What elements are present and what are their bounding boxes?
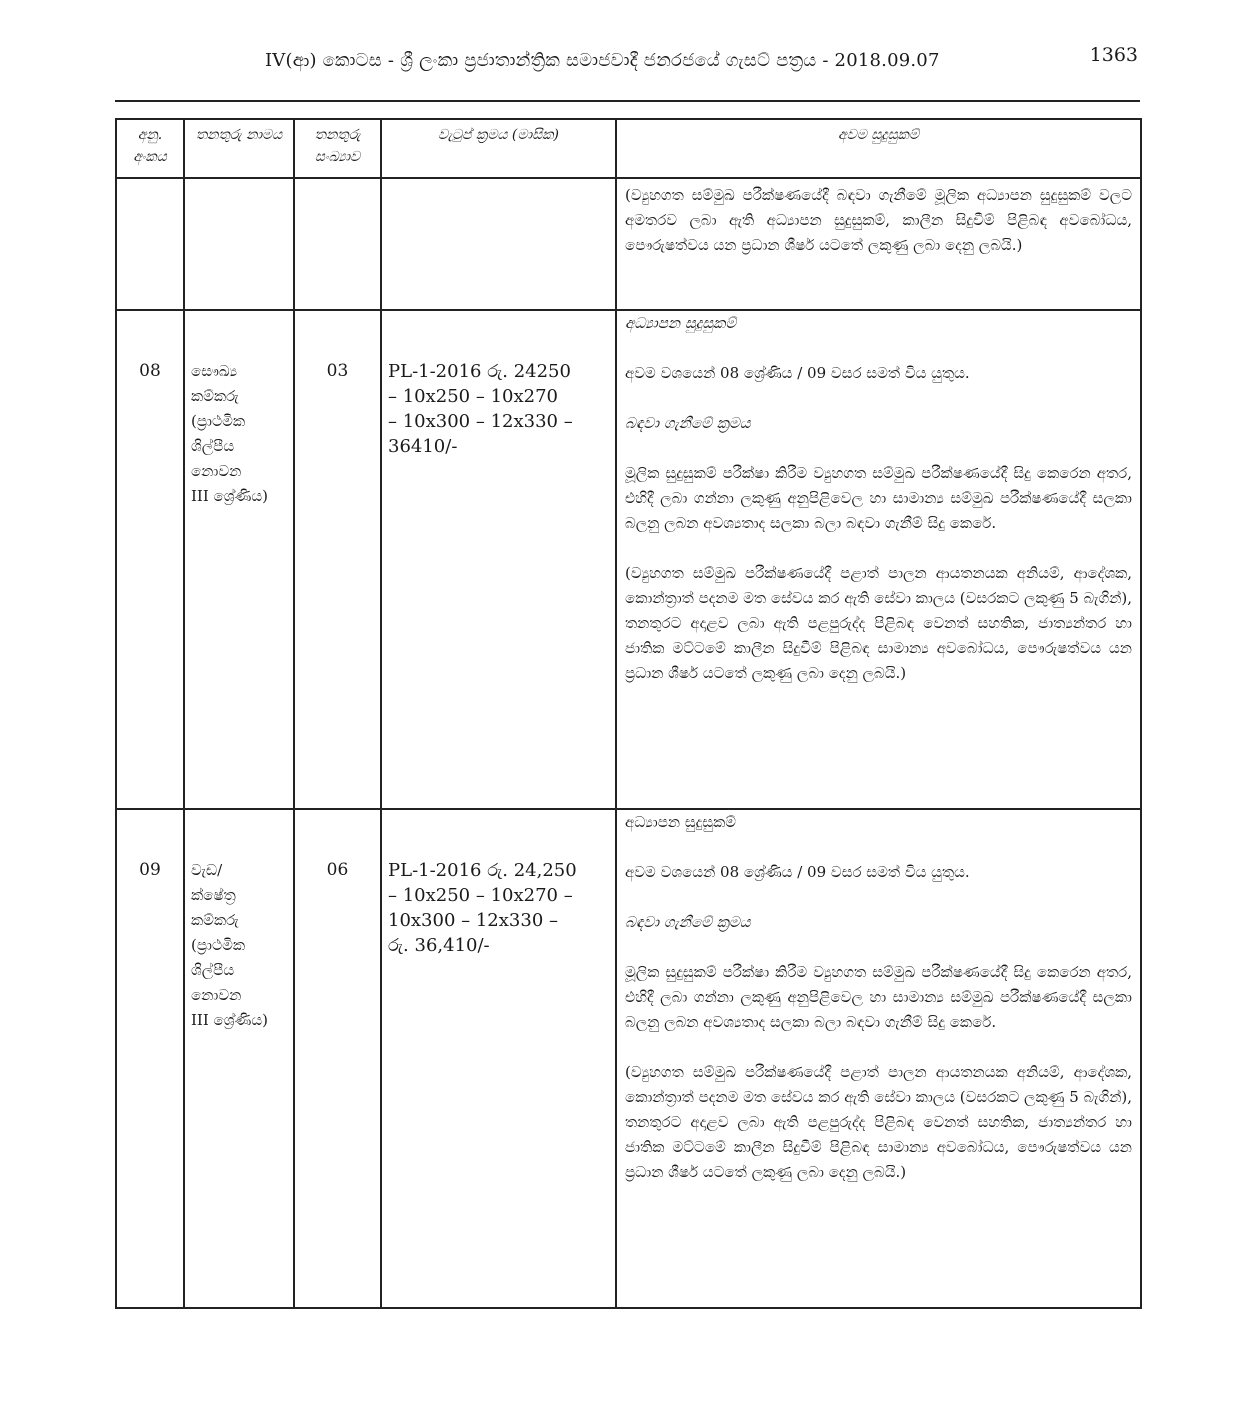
heading-education: අධ්‍යාපන සුදුසුකම්: [625, 314, 737, 332]
post-count: 03: [326, 361, 349, 381]
education-requirement: අවම වශයෙන් 08 ශ්‍රේණිය / 09 වසර සමත් විය යුතුය.: [625, 863, 970, 881]
salary-scale: PL-1-2016 රු. 24,250 – 10x250 – 10x270 – 10x300 – 12x330 – රු. 36,410/-: [388, 860, 577, 956]
table-header-row: [116, 119, 1141, 178]
post-name: සෞඛ්‍ය කම්කරු (ප්‍රාථමික ශිල්පීය නොවන III ශ්‍රේණිය): [191, 362, 268, 505]
gazette-title: IV(ආ) කොටස - ශ්‍රී ලංකා ප්‍රජාතාන්ත්‍රික සමාජවාදී ජනරජයේ ගැසට් පත්‍රය - 2018.09.07: [265, 50, 940, 71]
post-name: වැඩ/ ක්ෂේත්‍ර කම්කරු (ප්‍රාථමික ශිල්පීය නොවන III ශ්‍රේණිය): [191, 861, 268, 1029]
recruitment-method: මූලික සුදුසුකම් පරීක්ෂා කිරීම ව්‍යුහගත සම්මුඛ පරීක්ෂණයේදී සිදු කෙරෙන අතර, එහිදී ලබා ගන්නා ලකුණු අනුපිළිවෙල හා සාමාන්‍ය සම්මුඛ පරීක්ෂණයේදී සලකා බලනු ලබන අවශ්‍යතාද සලකා බලා බඳවා ගැනීම් සිදු කෙරේ.: [625, 464, 1132, 532]
continuation-text: (ව්‍යුහගත සම්මුඛ පරීක්ෂණයේදී බඳවා ගැනීමේ මූලික අධ්‍යාපන සුදුසුකම් වලට අමතරව ලබා ඇති අධ්‍යාපන සුදුසුකම්, කාලීන සිදුවීම් පිළිබඳ අවබෝධය, පෞරුෂත්වය යන ප්‍රධාන ශීර්ෂ යටතේ ලකුණු ලබා දෙනු ලබයි.): [625, 186, 1132, 254]
gazette-header: [115, 38, 1140, 100]
min-qualifications: [623, 810, 1134, 1185]
recruitment-method: මූලික සුදුසුකම් පරීක්ෂා කිරීම ව්‍යුහගත සම්මුඛ පරීක්ෂණයේදී සිදු කෙරෙන අතර, එහිදී ලබා ගන්නා ලකුණු අනුපිළිවෙල හා සාමාන්‍ය සම්මුඛ පරීක්ෂණයේදී සලකා බලනු ලබන අවශ්‍යතාද සලකා බලා බඳවා ගැනීම් සිදු කෙරේ.: [625, 963, 1132, 1031]
table-row: [116, 310, 1141, 809]
education-requirement: අවම වශයෙන් 08 ශ්‍රේණිය / 09 වසර සමත් විය යුතුය.: [625, 364, 970, 382]
heading-education: අධ්‍යාපන සුදුසුකම්: [625, 813, 737, 831]
positions-table: [115, 118, 1142, 1309]
col-header-min-qualifications: අවම සුදුසුකම්: [616, 119, 1141, 178]
col-header-serial: අනු. අංකය: [116, 119, 184, 178]
col-header-post-name: තනතුරු නාමය: [184, 119, 294, 178]
marks-note: (ව්‍යුහගත සම්මුඛ පරීක්ෂණයේදී පළාත් පාලන ආයතනයක අනියම්, ආදේශක, කොන්ත්‍රාත් පදනම මත සේවය කර ඇති සේවා කාලය (වසරකට ලකුණු 5 බැගින්), තනතුරට අදාළව ලබා ඇති පළපුරුද්ද පිළිබඳ වෙනත් සහතික, ජාත්‍යන්තර හා ජාතික මට්ටමේ කාලීන සිදුවීම් පිළිබඳ සාමාන්‍ය අවබෝධය, පෞරුෂත්වය යන ප්‍රධාන ශීර්ෂ යටතේ ලකුණු ලබා දෙනු ලබයි.): [625, 1063, 1132, 1181]
heading-recruitment-method: බඳවා ගැනීමේ ක්‍රමය: [625, 913, 751, 931]
serial-number: 08: [139, 361, 161, 381]
heading-recruitment-method: බඳවා ගැනීමේ ක්‍රමය: [625, 414, 751, 432]
post-count: 06: [326, 860, 349, 880]
col-header-salary-scale: වැටුප් ක්‍රමය (මාසික): [381, 119, 616, 178]
salary-scale: PL-1-2016 රු. 24250 – 10x250 – 10x270 – 10x300 – 12x330 – 36410/-: [388, 361, 573, 457]
table-row: [116, 809, 1141, 1308]
serial-number: 09: [139, 860, 161, 880]
col-header-post-count: තනතුරු සංඛ්‍යාව: [294, 119, 381, 178]
page-number: 1363: [1089, 44, 1138, 66]
table-row-continuation: [116, 178, 1141, 310]
min-qualifications: [623, 311, 1134, 686]
marks-note: (ව්‍යුහගත සම්මුඛ පරීක්ෂණයේදී පළාත් පාලන ආයතනයක අනියම්, ආදේශක, කොන්ත්‍රාත් පදනම මත සේවය කර ඇති සේවා කාලය (වසරකට ලකුණු 5 බැගින්), තනතුරට අදාළව ලබා ඇති පළපුරුද්ද පිළිබඳ වෙනත් සහතික, ජාත්‍යන්තර හා ජාතික මට්ටමේ කාලීන සිදුවීම් පිළිබඳ සාමාන්‍ය අවබෝධය, පෞරුෂත්වය යන ප්‍රධාන ශීර්ෂ යටතේ ලකුණු ලබා දෙනු ලබයි.): [625, 564, 1132, 682]
header-rule: [115, 100, 1140, 102]
